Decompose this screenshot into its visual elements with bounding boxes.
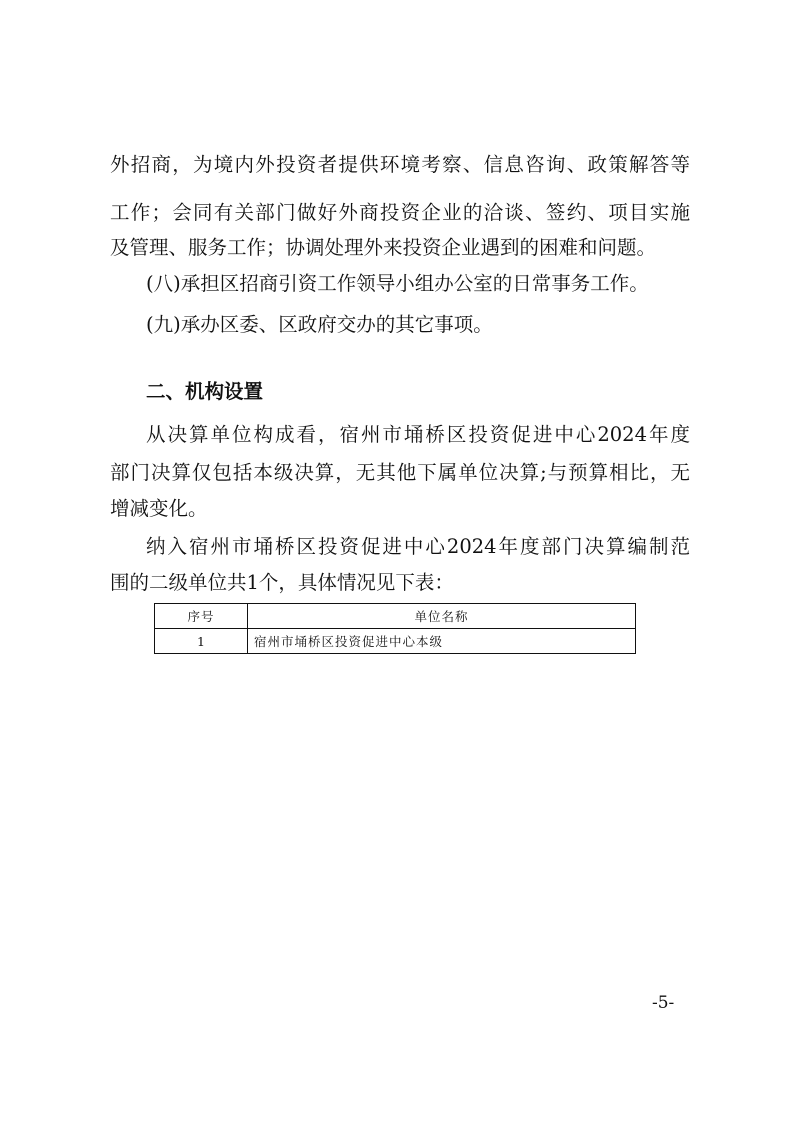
unit-table [154, 603, 636, 654]
cell-serial-number: 1 [155, 629, 248, 654]
page-number: -5- [652, 993, 675, 1013]
body-line: 外招商，为境内外投资者提供环境考察、信息咨询、政策解答等 [110, 153, 690, 176]
body-line: 围的二级单位共1个，具体情况见下表： [110, 571, 454, 594]
body-line: 从决算单位构成看，宿州市埇桥区投资促进中心2024年度 [146, 423, 690, 446]
cell-unit-name: 宿州市埇桥区投资促进中心本级 [248, 629, 636, 654]
table-row [155, 629, 636, 654]
list-item-9: (九)承办区委、区政府交办的其它事项。 [146, 313, 493, 336]
body-line: 工作；会同有关部门做好外商投资企业的洽谈、签约、项目实施 [110, 201, 690, 224]
header-serial-number: 序号 [155, 604, 248, 629]
body-line: 部门决算仅包括本级决算，无其他下属单位决算;与预算相比，无 [110, 461, 690, 484]
body-line: 增减变化。 [110, 497, 208, 520]
table-header-row [155, 604, 636, 629]
section-heading: 二、机构设置 [146, 380, 264, 403]
body-line: 纳入宿州市埇桥区投资促进中心2024年度部门决算编制范 [146, 535, 690, 558]
body-line: 及管理、服务工作；协调处理外来投资企业遇到的困难和问题。 [110, 236, 657, 259]
header-unit-name: 单位名称 [248, 604, 636, 629]
list-item-8: (八)承担区招商引资工作领导小组办公室的日常事务工作。 [146, 272, 649, 295]
